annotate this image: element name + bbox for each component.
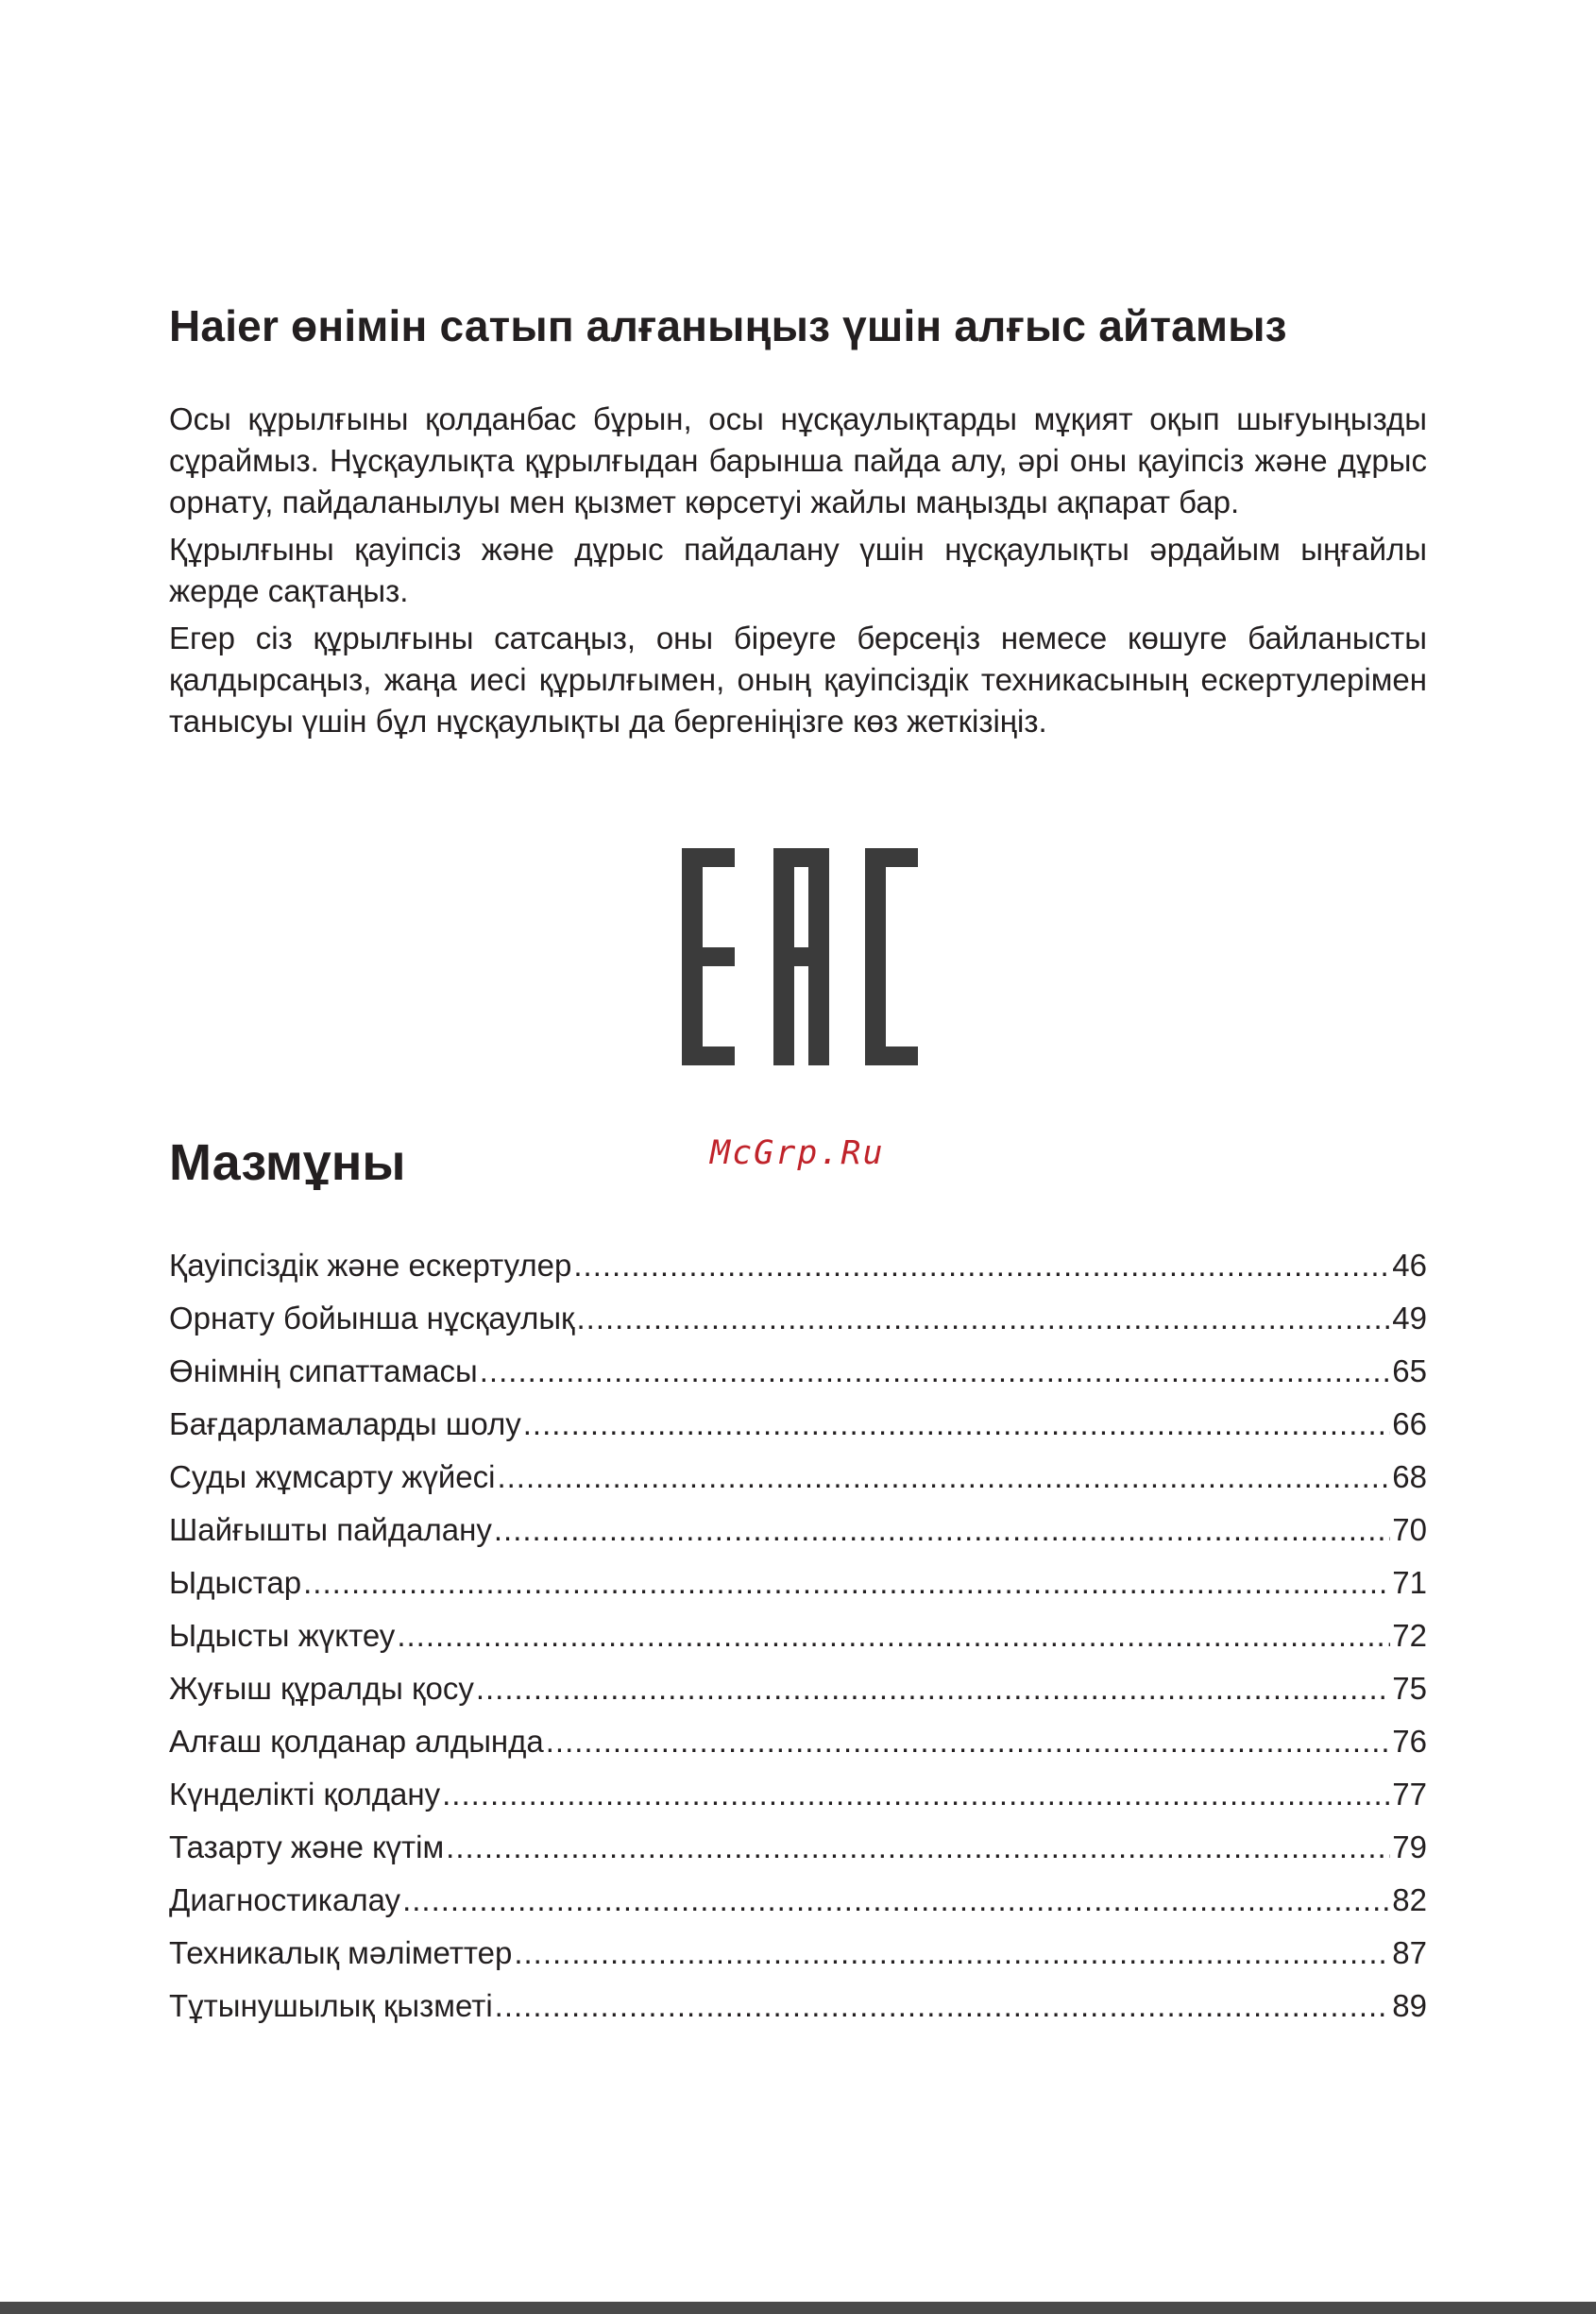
toc-leader-dots — [497, 1451, 1390, 1504]
toc-item-page: 65 — [1392, 1353, 1427, 1388]
toc-leader-dots — [397, 1609, 1390, 1662]
toc-item-label: Суды жұмсарту жүйесі — [169, 1459, 496, 1494]
toc-item[interactable] — [169, 1292, 1427, 1345]
toc-leader-dots — [476, 1662, 1390, 1715]
toc-item[interactable] — [169, 1609, 1427, 1662]
toc-item[interactable] — [169, 1662, 1427, 1715]
toc-item[interactable] — [169, 1927, 1427, 1980]
toc-item[interactable] — [169, 1557, 1427, 1609]
eac-c-stem-shape — [865, 848, 886, 1065]
toc-leader-dots — [442, 1768, 1390, 1821]
toc-item[interactable] — [169, 1398, 1427, 1451]
watermark-text: McGrp.Ru — [710, 1134, 885, 1172]
toc-item-page: 87 — [1392, 1935, 1427, 1970]
toc-item-label: Техникалық мәліметтер — [169, 1935, 513, 1970]
page-heading: Haier өнімін сатып алғаныңыз үшін алғыс айтамыз — [169, 301, 1287, 350]
toc-item-page: 46 — [1392, 1248, 1427, 1283]
toc-item-label: Жуғыш құралды қосу — [169, 1671, 474, 1706]
toc-item-label: Алғаш қолданар алдында — [169, 1724, 544, 1759]
intro-paragraph: Құрылғыны қауіпсіз және дұрыс пайдалану үшін нұсқаулықты әрдайым ыңғайлы жерде сақтаңыз. — [169, 532, 1427, 608]
toc-leader-dots — [523, 1398, 1391, 1451]
toc-leader-dots — [494, 1504, 1390, 1557]
toc-item-label: Күнделікті қолдану — [169, 1777, 441, 1812]
eac-e-middle-shape — [682, 947, 735, 966]
toc-item-page: 49 — [1392, 1301, 1427, 1336]
eac-a-top-shape — [773, 848, 829, 867]
eac-certification-icon — [682, 848, 918, 1065]
bottom-rule — [0, 2302, 1596, 2314]
toc-item-page: 70 — [1392, 1512, 1427, 1547]
table-of-contents — [169, 1239, 1427, 2033]
toc-leader-dots — [495, 1980, 1391, 2033]
toc-item[interactable] — [169, 1821, 1427, 1874]
eac-c-bottom-shape — [865, 1046, 918, 1065]
toc-item[interactable] — [169, 1504, 1427, 1557]
toc-item-label: Диагностикалау — [169, 1882, 401, 1917]
toc-item-page: 82 — [1392, 1882, 1427, 1917]
eac-a-bar-shape — [773, 947, 829, 966]
toc-item-page: 89 — [1392, 1988, 1427, 2023]
toc-item-page: 76 — [1392, 1724, 1427, 1759]
toc-item[interactable] — [169, 1980, 1427, 2033]
toc-item-page: 71 — [1392, 1565, 1427, 1600]
toc-item[interactable] — [169, 1874, 1427, 1927]
toc-item-label: Өнімнің сипаттамасы — [169, 1353, 478, 1388]
intro-text — [169, 399, 1427, 748]
eac-c-top-shape — [865, 848, 918, 867]
toc-item-page: 72 — [1392, 1618, 1427, 1653]
toc-item-label: Ыдысты жүктеу — [169, 1618, 396, 1653]
toc-item-label: Шайғышты пайдалану — [169, 1512, 492, 1547]
intro-paragraph: Осы құрылғыны қолданбас бұрын, осы нұсқаулықтарды мұқият оқып шығуыңызды сұраймыз. Нұсқаулықта құрылғыдан барынша пайда алу, әрі оны қауіпсіз және дұрыс орнату, пайдаланылуы мен қызмет көрсетуі жайлы маңызды ақпарат бар. — [169, 401, 1427, 519]
toc-item-label: Тазарту және күтім — [169, 1829, 445, 1864]
toc-item[interactable] — [169, 1345, 1427, 1398]
toc-leader-dots — [303, 1557, 1390, 1609]
toc-leader-dots — [402, 1874, 1390, 1927]
toc-item[interactable] — [169, 1451, 1427, 1504]
toc-item-label: Бағдарламаларды шолу — [169, 1406, 521, 1441]
toc-item[interactable] — [169, 1239, 1427, 1292]
toc-item-label: Тұтынушылық қызметі — [169, 1988, 493, 2023]
toc-item[interactable] — [169, 1715, 1427, 1768]
toc-leader-dots — [480, 1345, 1391, 1398]
toc-item-page: 66 — [1392, 1406, 1427, 1441]
toc-leader-dots — [446, 1821, 1390, 1874]
eac-e-top-shape — [682, 848, 735, 867]
toc-leader-dots — [573, 1239, 1390, 1292]
toc-leader-dots — [546, 1715, 1391, 1768]
toc-title: Мазмұны — [169, 1134, 406, 1191]
toc-item-label: Орнату бойынша нұсқаулық — [169, 1301, 575, 1336]
toc-leader-dots — [514, 1927, 1390, 1980]
toc-item-page: 79 — [1392, 1829, 1427, 1864]
toc-item-page: 68 — [1392, 1459, 1427, 1494]
intro-paragraph: Егер сіз құрылғыны сатсаңыз, оны біреуге берсеңіз немесе көшуге байланысты қалдырсаңыз, жаңа иесі құрылғымен, оның қауіпсіздік техникасының ескертулерімен танысуы үшін бұл нұсқаулықты да бергеніңізге көз жеткізіңіз. — [169, 621, 1427, 739]
toc-item[interactable] — [169, 1768, 1427, 1821]
toc-leader-dots — [576, 1292, 1390, 1345]
toc-item-page: 77 — [1392, 1777, 1427, 1812]
toc-item-label: Ыдыстар — [169, 1565, 302, 1600]
toc-item-label: Қауіпсіздік және ескертулер — [169, 1248, 572, 1283]
toc-item-page: 75 — [1392, 1671, 1427, 1706]
eac-e-bottom-shape — [682, 1046, 735, 1065]
